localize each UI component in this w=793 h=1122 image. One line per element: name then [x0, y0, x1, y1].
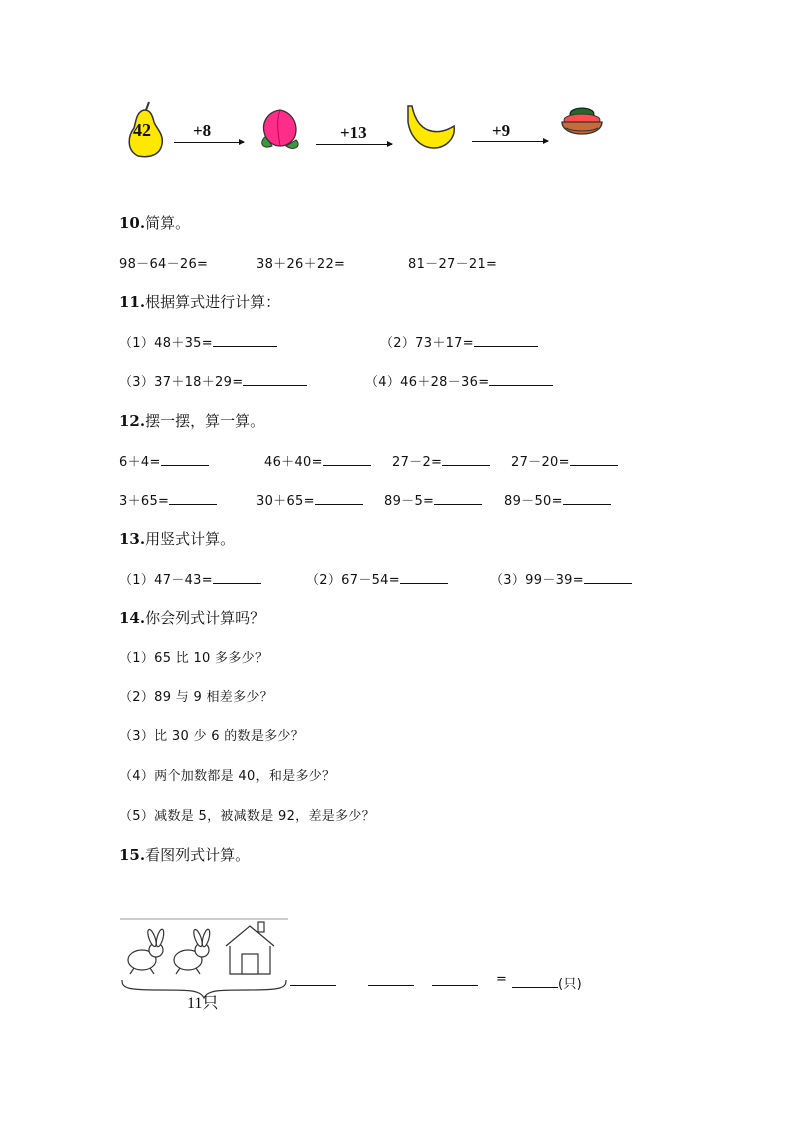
- question-15-title: 15.看图列式计算。: [119, 846, 251, 864]
- q13-item-2: （2）67－54=: [306, 569, 448, 588]
- q10-item-3: 81－27－21=: [408, 257, 498, 272]
- peach-icon: [256, 106, 304, 156]
- rabbit-icon-2: [174, 929, 211, 974]
- question-11-title: 11.根据算式进行计算：: [119, 293, 281, 311]
- answer-blank[interactable]: [213, 571, 261, 584]
- answer-blank[interactable]: [474, 334, 538, 347]
- answer-blank[interactable]: [584, 571, 632, 584]
- q12-r2-item-4: 89－50=: [504, 490, 611, 509]
- q11-item-3: （3）37＋18＋29=: [119, 371, 307, 390]
- q12-r2-item-3: 89－5=: [384, 490, 482, 509]
- answer-blank[interactable]: [290, 973, 336, 986]
- answer-blank[interactable]: [169, 492, 217, 505]
- arrow-3: [472, 141, 548, 142]
- chain-op-1: +8: [193, 121, 212, 140]
- answer-blank[interactable]: [243, 373, 307, 386]
- answer-blank[interactable]: [434, 492, 482, 505]
- q12-r2-item-1: 3＋65=: [119, 490, 217, 509]
- rabbit-icon-1: [128, 929, 165, 974]
- answer-blank[interactable]: [570, 453, 618, 466]
- arrow-1: [174, 142, 244, 143]
- q11-item-4: （4）46＋28－36=: [365, 371, 553, 390]
- q11-item-2: （2）73＋17=: [380, 332, 538, 351]
- q12-r2-item-2: 30＋65=: [256, 490, 363, 509]
- answer-blank[interactable]: [315, 492, 363, 505]
- q14-item-2: （2）89 与 9 相差多少？: [119, 690, 273, 705]
- chain-op-3: +9: [492, 121, 511, 140]
- q14-item-1: （1）65 比 10 多多少？: [119, 651, 269, 666]
- q10-item-1: 98－64－26=: [119, 257, 209, 272]
- answer-blank[interactable]: [323, 453, 371, 466]
- q13-item-3: （3）99－39=: [490, 569, 632, 588]
- q15-answer-line: [290, 973, 336, 990]
- answer-blank[interactable]: [213, 334, 277, 347]
- q12-r1-item-4: 27－20=: [511, 451, 618, 470]
- answer-blank[interactable]: [400, 571, 448, 584]
- q12-r1-item-3: 27－2=: [392, 451, 490, 470]
- answer-blank[interactable]: [161, 453, 209, 466]
- answer-blank[interactable]: [489, 373, 553, 386]
- question-12-title: 12.摆一摆，算一算。: [119, 412, 266, 430]
- q13-item-1: （1）47－43=: [119, 569, 261, 588]
- q15-equals: =: [496, 972, 508, 987]
- banana-icon: [402, 102, 458, 152]
- q12-r1-item-2: 46＋40=: [264, 451, 371, 470]
- q14-item-3: （3）比 30 少 6 的数是多少？: [119, 729, 305, 744]
- fruit-bowl-icon: [558, 104, 606, 144]
- brace-label: 11只: [187, 995, 219, 1012]
- q14-item-5: （5）减数是 5，被减数是 92，差是多少？: [119, 809, 375, 824]
- q11-item-1: （1）48＋35=: [119, 332, 277, 351]
- q10-item-2: 38＋26＋22=: [256, 257, 346, 272]
- q15-answer-line: [432, 973, 478, 990]
- question-10-title: 10.简算。: [119, 214, 191, 232]
- q15-answer-line: [368, 973, 414, 990]
- answer-blank[interactable]: [442, 453, 490, 466]
- answer-blank[interactable]: [432, 973, 478, 986]
- q14-item-4: （4）两个加数都是 40，和是多少？: [119, 769, 336, 784]
- question-14-title: 14.你会列式计算吗？: [119, 609, 266, 627]
- q15-result: (只): [512, 973, 582, 992]
- house-icon: [226, 922, 274, 974]
- answer-blank[interactable]: [563, 492, 611, 505]
- answer-blank[interactable]: [368, 973, 414, 986]
- answer-blank[interactable]: [512, 975, 558, 988]
- arrow-2: [316, 144, 392, 145]
- chain-start-value: 42: [133, 120, 151, 140]
- question-13-title: 13.用竖式计算。: [119, 530, 236, 548]
- q12-r1-item-1: 6＋4=: [119, 451, 209, 470]
- chain-op-2: +13: [340, 123, 367, 142]
